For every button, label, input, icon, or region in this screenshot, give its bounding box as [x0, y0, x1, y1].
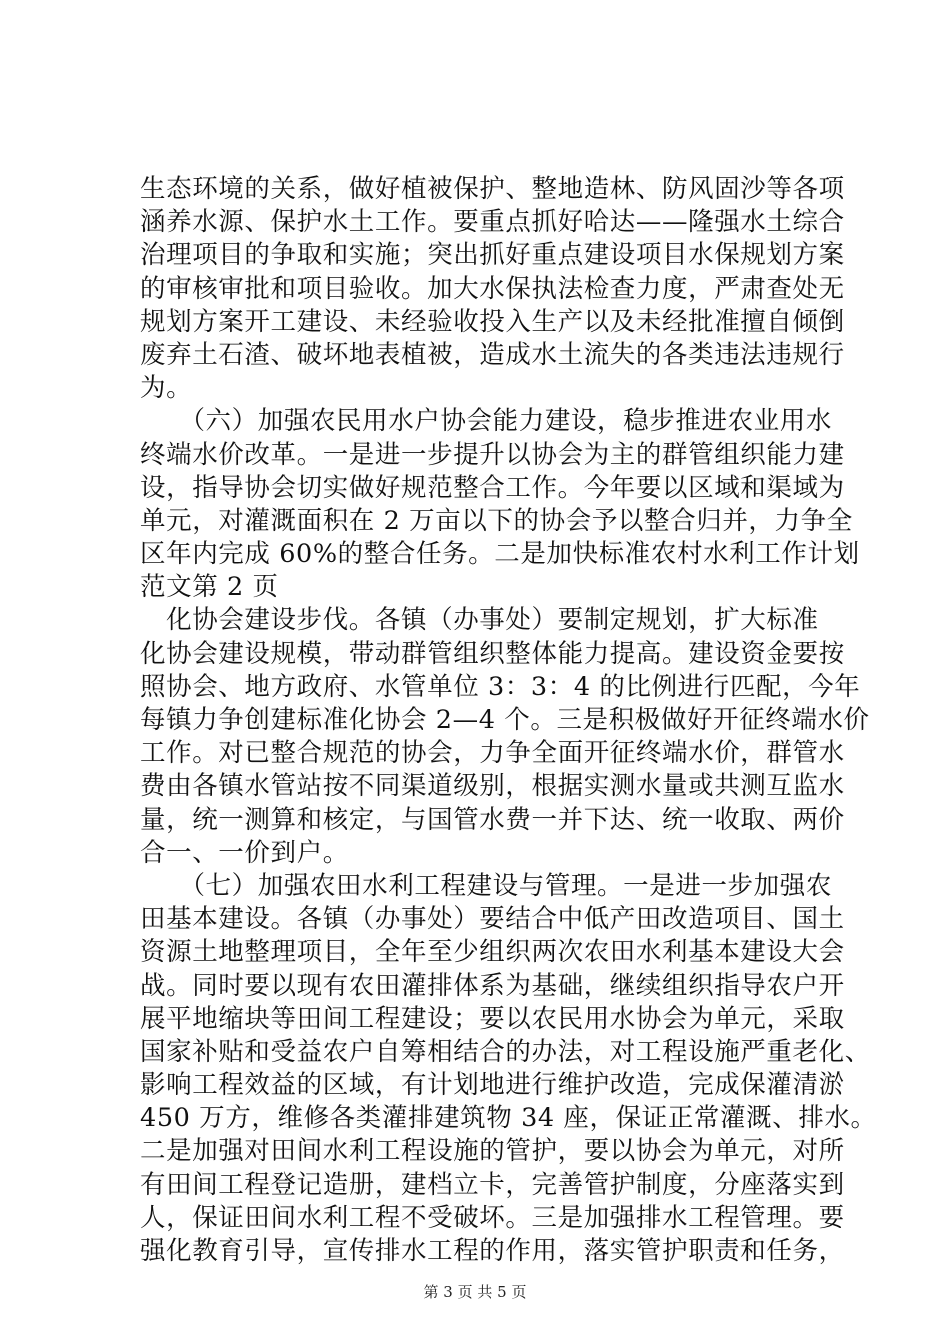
text-line: （六）加强农民用水户协会能力建设，稳步推进农业用水 [140, 406, 832, 437]
text-line: 人，保证田间水利工程不受破坏。三是加强排水工程管理。要 [140, 1202, 845, 1233]
text-line: 战。同时要以现有农田灌排体系为基础，继续组织指导农户开 [140, 970, 845, 1001]
text-line: 涵养水源、保护水土工作。要重点抓好哈达——隆强水土综合 [140, 207, 845, 238]
text-line: 治理项目的争取和实施；突出抓好重点建设项目水保规划方案 [140, 240, 845, 271]
text-line: 田基本建设。各镇（办事处）要结合中低产田改造项目、国土 [140, 904, 845, 935]
text-line: 展平地缩块等田间工程建设；要以农民用水协会为单元，采取 [140, 1003, 845, 1034]
text-line: 设，指导协会切实做好规范整合工作。今年要以区域和渠域为 [140, 472, 845, 503]
text-line: 国家补贴和受益农户自筹相结合的办法，对工程设施严重老化、 [140, 1036, 871, 1067]
text-line: （七）加强农田水利工程建设与管理。一是进一步加强农 [140, 870, 832, 901]
text-line: 的审核审批和项目验收。加大水保执法检查力度，严肃查处无 [140, 273, 845, 304]
text-line: 化协会建设规模，带动群管组织整体能力提高。建设资金要按 [140, 638, 845, 669]
body-text [140, 173, 877, 1268]
text-line: 450 万方，维修各类灌排建筑物 34 座，保证正常灌溉、排水。 [140, 1103, 877, 1134]
text-line: 照协会、地方政府、水管单位 3：3：4 的比例进行匹配，今年 [140, 671, 861, 702]
text-line: 规划方案开工建设、未经验收投入生产以及未经批准擅自倾倒 [140, 306, 845, 337]
text-line: 二是加强对田间水利工程设施的管护，要以协会为单元，对所 [140, 1136, 845, 1167]
page-footer: 第 3 页 共 5 页 [423, 1283, 527, 1301]
text-line: 合一、一价到户。 [140, 837, 349, 868]
text-line: 废弃土石渣、破坏地表植被，造成水土流失的各类违法违规行 [140, 339, 845, 370]
text-line: 单元，对灌溉面积在 2 万亩以下的协会予以整合归并，力争全 [140, 505, 853, 536]
text-line: 影响工程效益的区域，有计划地进行维护改造，完成保灌清淤 [140, 1070, 845, 1101]
text-line: 化协会建设步伐。各镇（办事处）要制定规划，扩大标准 [140, 605, 819, 636]
text-line: 每镇力争创建标准化协会 2—4 个。三是积极做好开征终端水价 [140, 705, 870, 735]
text-line: 资源土地整理项目，全年至少组织两次农田水利基本建设大会 [140, 937, 845, 968]
text-line: 范文第 2 页 [140, 572, 279, 603]
text-line: 工作。对已整合规范的协会，力争全面开征终端水价，群管水 [140, 738, 845, 769]
text-line: 为。 [140, 373, 193, 404]
text-line: 费由各镇水管站按不同渠道级别，根据实测水量或共测互监水 [140, 771, 845, 802]
text-line: 有田间工程登记造册，建档立卡，完善管护制度，分座落实到 [140, 1169, 845, 1200]
text-line: 终端水价改革。一是进一步提升以协会为主的群管组织能力建 [140, 439, 845, 470]
text-line: 量，统一测算和核定，与国管水费一并下达、统一收取、两价 [140, 804, 845, 835]
text-line: 生态环境的关系，做好植被保护、整地造林、防风固沙等各项 [140, 174, 845, 204]
text-line: 强化教育引导，宣传排水工程的作用，落实管护职责和任务， [140, 1236, 845, 1266]
text-line: 区年内完成 60%的整合任务。二是加快标准农村水利工作计划 [140, 539, 860, 570]
